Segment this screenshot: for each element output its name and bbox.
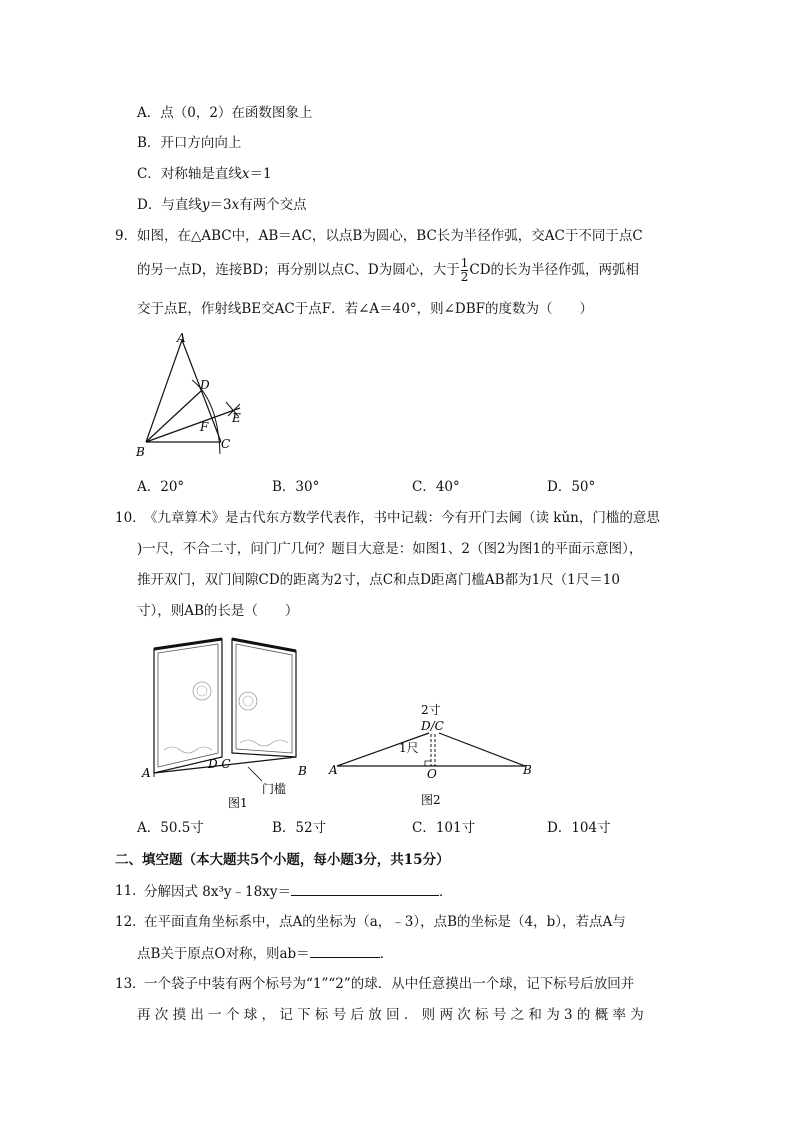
q9-label-c: C: [221, 437, 231, 451]
fig1-label-dc: D C: [208, 757, 231, 771]
section-fill-in-title: 二、填空题（本大题共5个小题，每小题3分，共15分）: [115, 852, 450, 868]
q10-option-a: A．50.5寸: [137, 820, 204, 836]
q9-label-f: F: [200, 420, 209, 434]
fig1-label-b: B: [298, 764, 307, 778]
fig2-label-o: O: [427, 767, 437, 781]
q12-number: 12．: [115, 914, 146, 930]
q9-label-b: B: [136, 445, 145, 459]
q9-fraction: $\frac{1}{2}$: [460, 256, 469, 284]
q11-text: 分解因式 8x³y﹣18xy＝ ．: [144, 881, 452, 902]
q8-option-c: C．对称轴是直线x＝1: [137, 166, 272, 182]
q10-line2: )一尺，不合二寸，问门广几何？题目大意是：如图1、2（图2为图1的平面示意图），: [137, 541, 643, 557]
q8-option-a: A．点（0，2）在函数图象上: [137, 105, 313, 121]
q10-line3: 推开双门，双门间隙CD的距离为2寸，点C和点D距离门槛AB都为1尺（1尺＝10: [137, 572, 620, 588]
q10-option-d: D．104寸: [547, 820, 611, 836]
q12-line1: 在平面直角坐标系中，点A的坐标为（a，﹣3），点B的坐标是（4，b），若点A与: [144, 914, 626, 930]
q9-label-e: E: [232, 411, 241, 425]
fig2-caption: 图2: [421, 793, 441, 807]
q10-figure1-doors: [140, 635, 320, 810]
fig1-label-sill: 门槛: [262, 782, 287, 796]
q10-option-c: C．101寸: [412, 820, 476, 836]
q12-answer-blank[interactable]: [310, 943, 380, 958]
q13-line2: 再 次 摸 出 一 个 球 ， 记 下 标 号 后 放 回 ． 则 两 次 标 号 之 和 为 3 的 概 率 为: [137, 1007, 644, 1023]
fig2-label-dc: D/C: [421, 719, 444, 733]
q9-line3: 交于点E，作射线BE交AC于点F．若∠A＝40°，则∠DBF的度数为（ ）: [137, 301, 593, 317]
q9-line1: 如图，在△ABC中，AB＝AC，以点B为圆心，BC长为半径作弧，交AC于不同于点C: [137, 228, 643, 244]
fig2-label-a: A: [329, 763, 338, 777]
q8-option-d: D．与直线y＝3x有两个交点: [137, 197, 307, 213]
q9-option-a: A．20°: [137, 479, 185, 495]
q10-figure2-plan: [325, 700, 545, 810]
q12-line2: 点B关于原点O对称，则ab＝ ．: [137, 943, 393, 964]
q9-line2: 的另一点D，连接BD；再分别以点C、D为圆心，大于 $\frac{1}{2}$ CD的长为半径作弧，两弧相: [137, 256, 640, 284]
q11-answer-blank[interactable]: [291, 881, 439, 896]
q10-number: 10．: [115, 510, 146, 526]
q10-line1: 《九章算术》是古代东方数学代表作，书中记载：今有开门去阃（读 kǔn，门槛的意思: [144, 510, 660, 526]
fig2-label-b: B: [523, 763, 532, 777]
q9-triangle-figure: [130, 330, 260, 460]
q9-label-a: A: [177, 331, 186, 345]
q10-option-b: B．52寸: [272, 820, 327, 836]
q11-number: 11．: [115, 883, 146, 899]
q13-line1: 一个袋子中装有两个标号为“1”“2”的球．从中任意摸出一个球，记下标号后放回并: [144, 976, 635, 992]
q9-number: 9．: [115, 228, 138, 244]
fig1-caption: 图1: [228, 796, 248, 810]
fig1-label-a: A: [142, 766, 151, 780]
q9-option-d: D．50°: [547, 479, 596, 495]
q10-line4: 寸），则AB的长是（ ）: [137, 603, 299, 619]
q9-option-c: C．40°: [412, 479, 460, 495]
q9-option-b: B．30°: [272, 479, 320, 495]
q8-option-b: B．开口方向向上: [137, 135, 242, 151]
fig2-label-top: 2寸: [421, 703, 441, 717]
fig2-label-onechi: 1尺: [399, 741, 419, 755]
q9-label-d: D: [200, 378, 210, 392]
q13-number: 13．: [115, 976, 146, 992]
